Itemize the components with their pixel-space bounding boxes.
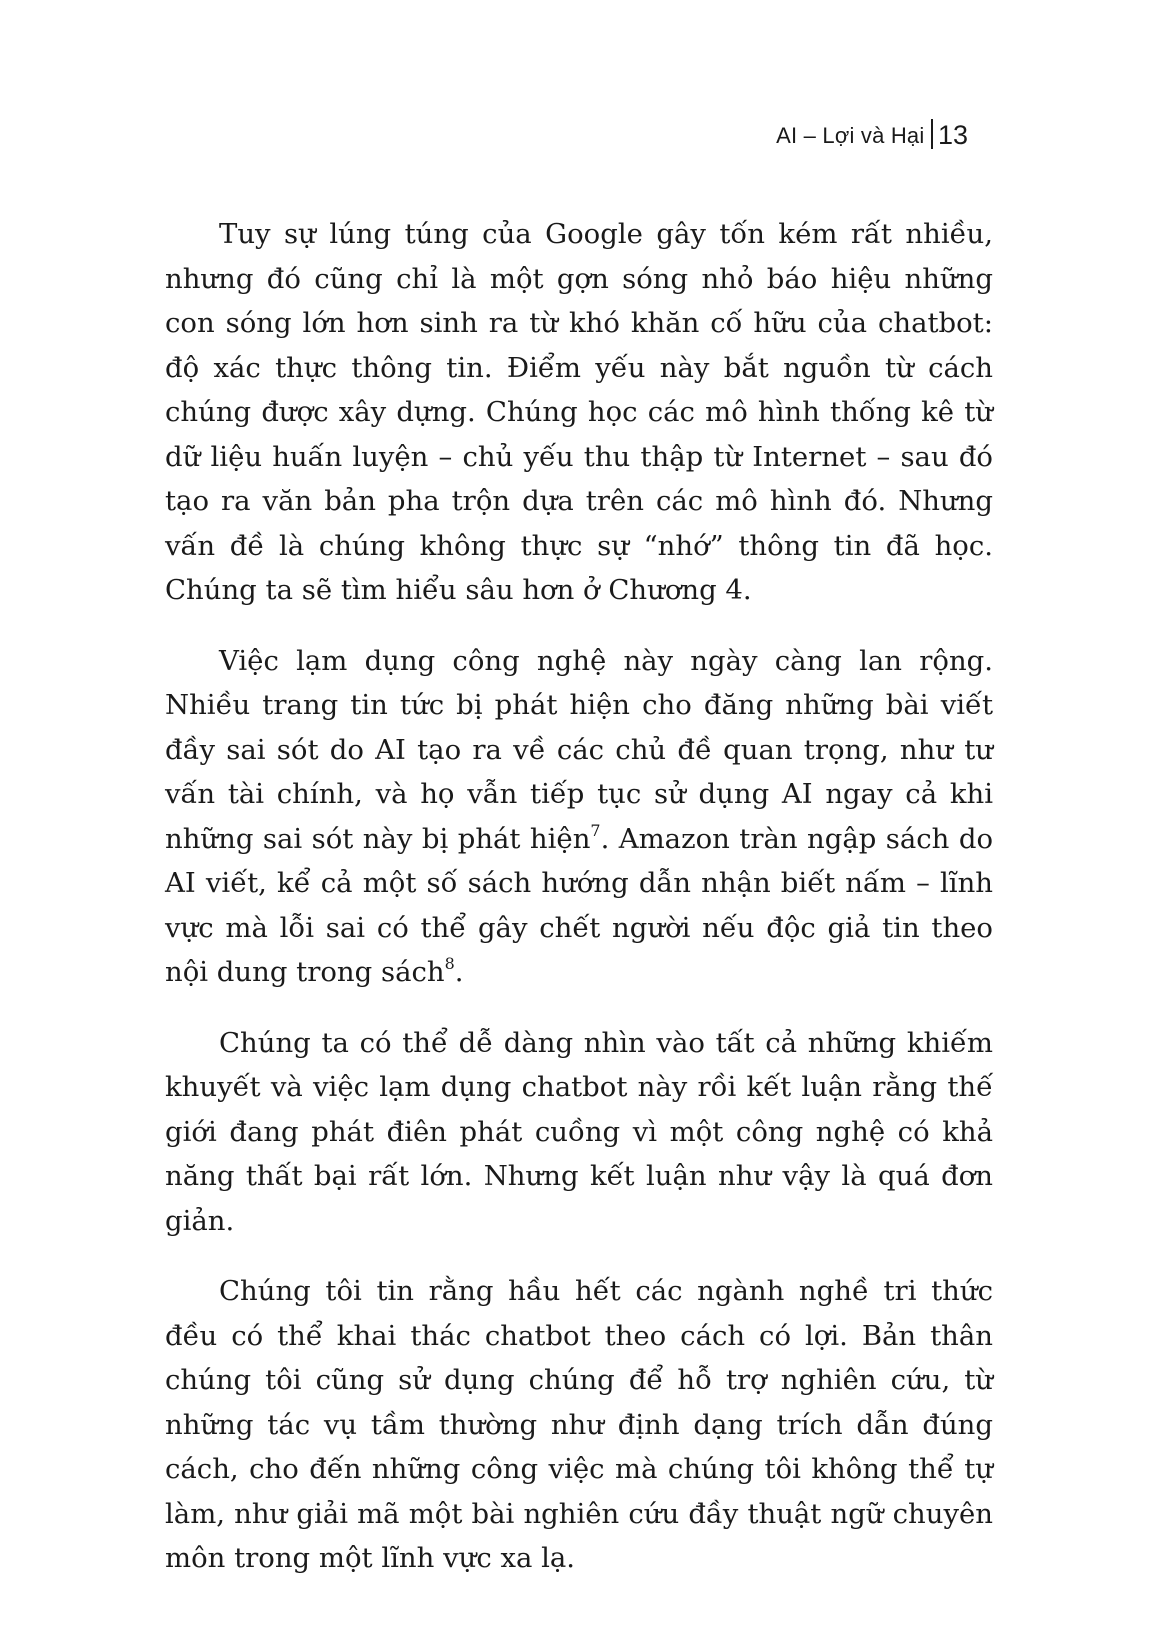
paragraph-2-text-c: . [454,956,464,988]
running-title: AI – Lợi và Hại [776,123,925,148]
paragraph-1 [165,212,993,613]
paragraph-3 [165,1021,993,1244]
body-text [165,212,993,1581]
page-number: 13 [937,120,968,150]
paragraph-1-text: Tuy sự lúng túng của Google gây tốn kém rất nhiều, nhưng đó cũng chỉ là một gợn sóng nhỏ báo hiệu những con sóng lớn hơn sinh ra từ khó khăn cố hữu của chatbot: độ xác thực thông tin. Điểm yếu này bắt nguồn từ cách chúng được xây dựng. Chúng học các mô hình thống kê từ dữ liệu huấn luyện – chủ yếu thu thập từ Internet – sau đó tạo ra văn bản pha trộn dựa trên các mô hình đó. Nhưng vấn đề là chúng không thực sự “nhớ” thông tin đã học. Chúng ta sẽ tìm hiểu sâu hơn ở Chương 4. [165,218,993,606]
paragraph-4 [165,1269,993,1581]
paragraph-4-text: Chúng tôi tin rằng hầu hết các ngành nghề tri thức đều có thể khai thác chatbot theo cách có lợi. Bản thân chúng tôi cũng sử dụng chúng để hỗ trợ nghiên cứu, từ những tác vụ tầm thường như định dạng trích dẫn đúng cách, cho đến những công việc mà chúng tôi không thể tự làm, như giải mã một bài nghiên cứu đầy thuật ngữ chuyên môn trong một lĩnh vực xa lạ. [165,1275,993,1574]
paragraph-2-text-a: Việc lạm dụng công nghệ này ngày càng lan rộng. Nhiều trang tin tức bị phát hiện cho đăng những bài viết đầy sai sót do AI tạo ra về các chủ đề quan trọng, như tư vấn tài chính, và họ vẫn tiếp tục sử dụng AI ngay cả khi những sai sót này bị phát hiện [165,644,993,855]
footnote-ref-7[interactable]: 7 [590,820,601,840]
paragraph-2 [165,639,993,995]
footnote-ref-8[interactable]: 8 [444,954,455,974]
paragraph-3-text: Chúng ta có thể dễ dàng nhìn vào tất cả những khiếm khuyết và việc lạm dụng chatbot này rồi kết luận rằng thế giới đang phát điên phát cuồng vì một công nghệ có khả năng thất bại rất lớn. Nhưng kết luận như vậy là quá đơn giản. [165,1026,993,1237]
running-header [776,112,968,152]
paragraph-2-text-b: . Amazon tràn ngập sách do AI viết, kể cả một số sách hướng dẫn nhận biết nấm – lĩnh vực mà lỗi sai có thể gây chết người nếu độc giả tin theo nội dung trong sách [165,822,993,988]
